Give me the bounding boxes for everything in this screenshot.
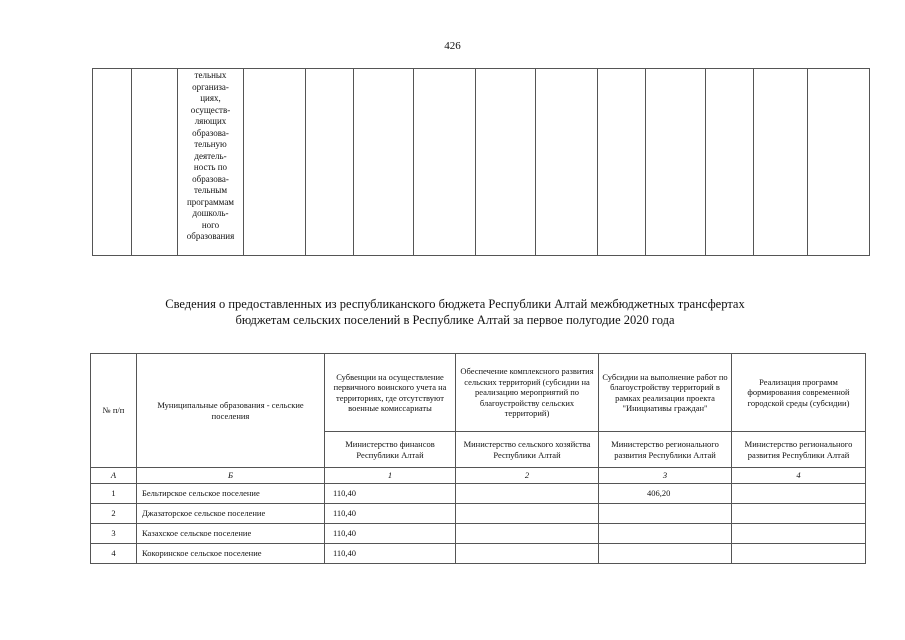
header-number: № п/п — [91, 354, 137, 468]
row-number: 2 — [91, 504, 137, 524]
row-municipality: Бельтирское сельское поселение — [137, 484, 325, 504]
continuation-line: программам — [186, 196, 235, 207]
row-value-4 — [732, 544, 866, 564]
header-subsidy-2: Обеспечение комплексного развития сельских территорий (субсидии на реализацию мероприятий по благоустройству сельских территорий) — [456, 354, 599, 432]
row-value-1: 110,40 — [325, 524, 456, 544]
header-subsidy-1: Субвенции на осуществление первичного воинского учета на территориях, где отсутствуют военные комиссариаты — [325, 354, 456, 432]
continuation-line: организа- — [192, 81, 229, 92]
continuation-line: циях, — [200, 93, 221, 103]
continuation-cell — [244, 69, 306, 256]
ministry-1: Министерство финансов Республики Алтай — [325, 432, 456, 468]
row-number: 4 — [91, 544, 137, 564]
header-subsidy-4: Реализация программ формирования современной городской среды (субсидии) — [732, 354, 866, 432]
page-number: 426 — [444, 40, 461, 52]
row-value-4 — [732, 524, 866, 544]
row-number: 1 — [91, 484, 137, 504]
continuation-line: ность по — [193, 162, 228, 172]
document-heading — [60, 296, 850, 328]
column-index-row — [91, 468, 866, 484]
row-value-3 — [599, 544, 732, 564]
column-index: 2 — [456, 468, 599, 484]
column-index: Б — [137, 468, 325, 484]
row-municipality: Казахское сельское поселение — [137, 524, 325, 544]
continuation-line: деятель- — [194, 150, 227, 161]
header-municipality: Муниципальные образования - сельские поселения — [137, 354, 325, 468]
continuation-line: тельным — [193, 185, 228, 195]
continuation-text — [178, 69, 243, 243]
continuation-cell — [808, 69, 870, 256]
ministry-3: Министерство регионального развития Республики Алтай — [599, 432, 732, 468]
continuation-cell — [754, 69, 808, 256]
continuation-cell — [706, 69, 754, 256]
column-index: А — [91, 468, 137, 484]
continuation-cell — [646, 69, 706, 256]
row-municipality: Джазаторское сельское поселение — [137, 504, 325, 524]
row-number: 3 — [91, 524, 137, 544]
row-value-1: 110,40 — [325, 484, 456, 504]
row-value-2 — [456, 484, 599, 504]
heading-line-2: бюджетам сельских поселений в Республике Алтай за первое полугодие 2020 года — [235, 313, 675, 327]
continuation-cell — [93, 69, 132, 256]
row-value-3 — [599, 504, 732, 524]
header-subsidy-3: Субсидии на выполнение работ по благоустройству территорий в рамках реализации проекта "Инициативы граждан" — [599, 354, 732, 432]
continuation-line: образования — [186, 231, 235, 241]
table-row — [91, 544, 866, 564]
continuation-line: ляющих — [194, 116, 227, 126]
row-value-1: 110,40 — [325, 544, 456, 564]
row-municipality: Кокоринское сельское поселение — [137, 544, 325, 564]
row-value-2 — [456, 504, 599, 524]
continuation-line: образова- — [192, 173, 229, 184]
header-row — [91, 354, 866, 432]
row-value-4 — [732, 504, 866, 524]
continuation-row — [93, 69, 870, 256]
row-value-1: 110,40 — [325, 504, 456, 524]
continuation-line: тельных — [194, 70, 227, 80]
row-value-2 — [456, 544, 599, 564]
column-index: 1 — [325, 468, 456, 484]
ministry-2: Министерство сельского хозяйства Республики Алтай — [456, 432, 599, 468]
heading-line-1: Сведения о предоставленных из республиканского бюджета Республики Алтай межбюджетных трансфертах — [165, 297, 745, 311]
continuation-text-cell — [178, 69, 244, 256]
table-row — [91, 504, 866, 524]
table-row — [91, 524, 866, 544]
continuation-cell — [536, 69, 598, 256]
continuation-line: дошколь- — [192, 208, 229, 218]
ministry-4: Министерство регионального развития Республики Алтай — [732, 432, 866, 468]
continuation-line: образова- — [192, 127, 229, 138]
row-value-4 — [732, 484, 866, 504]
row-value-3 — [599, 524, 732, 544]
column-index: 3 — [599, 468, 732, 484]
continuation-cell — [476, 69, 536, 256]
continuation-cell — [414, 69, 476, 256]
row-value-2 — [456, 524, 599, 544]
continuation-line: тельную — [194, 139, 227, 149]
continuation-cell — [306, 69, 354, 256]
row-value-3: 406,20 — [599, 484, 732, 504]
transfers-table — [90, 353, 866, 564]
continuation-line: осуществ- — [190, 104, 231, 115]
continuation-cell — [598, 69, 646, 256]
continuation-line: ного — [201, 219, 220, 230]
continuation-cell — [354, 69, 414, 256]
column-index: 4 — [732, 468, 866, 484]
continuation-cell — [132, 69, 178, 256]
continuation-table — [92, 68, 870, 256]
table-row — [91, 484, 866, 504]
